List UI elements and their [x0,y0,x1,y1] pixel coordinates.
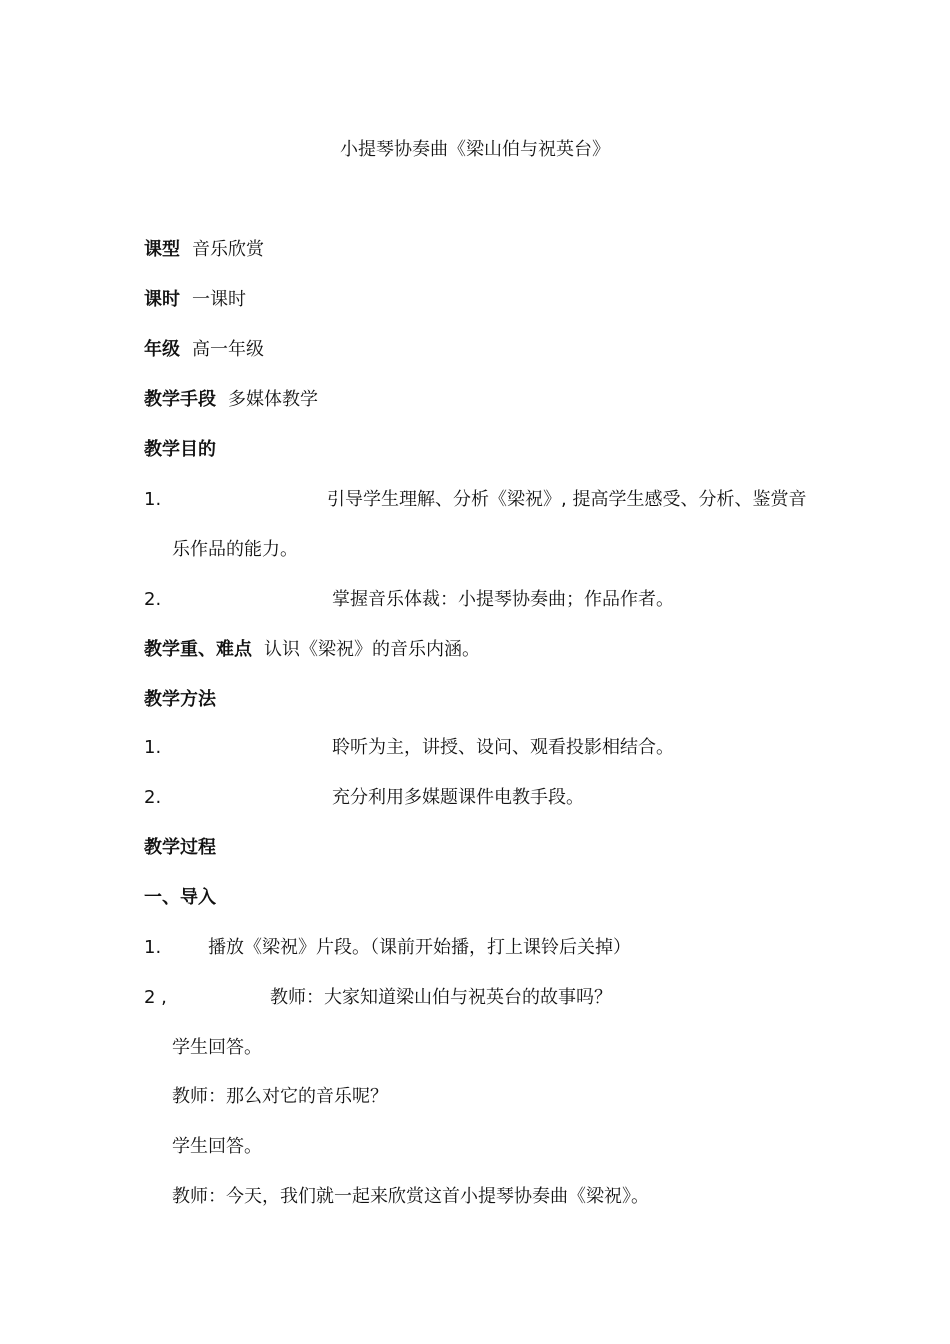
field-label: 课型 [144,239,180,260]
list-item-text: 聆听为主，讲授、设问、观看投影相结合。 [332,737,674,758]
list-number: 2. [144,787,162,808]
field-lesson-type [144,238,264,262]
field-teaching-means [144,388,318,412]
field-value: 认识《梁祝》的音乐内涵。 [264,639,480,660]
field-key-points [144,638,480,662]
document-title: 小提琴协奏曲《梁山伯与祝英台》 [340,139,610,160]
list-item-text: 充分利用多媒题课件电教手段。 [332,787,584,808]
field-value: 音乐欣赏 [192,239,264,260]
section-heading-process: 教学过程 [144,837,216,858]
list-number: 2 , [144,987,167,1008]
list-item-text: 教师：大家知道梁山伯与祝英台的故事吗？ [270,987,612,1008]
dialogue-line: 学生回答。 [172,1037,262,1058]
section-heading-methods: 教学方法 [144,689,216,710]
list-number: 2. [144,589,162,610]
list-item-text: 掌握音乐体裁：小提琴协奏曲；作品作者。 [332,589,674,610]
list-item-text-continued: 乐作品的能力。 [172,539,298,560]
list-item-text: 播放《梁祝》片段。（课前开始播，打上课铃后关掉） [208,937,631,958]
dialogue-line: 学生回答。 [172,1136,262,1157]
field-value: 高一年级 [192,339,264,360]
dialogue-line: 教师：今天，我们就一起来欣赏这首小提琴协奏曲《梁祝》。 [172,1186,649,1207]
list-item-text: 引导学生理解、分析《梁祝》, 提高学生感受、分析、鉴赏音 [327,489,807,510]
field-label: 年级 [144,339,180,360]
subsection-heading-intro: 一、导入 [144,887,216,908]
list-number: 1. [144,737,162,758]
field-value: 多媒体教学 [228,389,318,410]
section-heading-goals: 教学目的 [144,439,216,460]
field-value: 一课时 [192,289,246,310]
field-grade [144,338,264,362]
field-label: 教学重、难点 [144,639,252,660]
field-lesson-time [144,288,246,312]
list-number: 1. [144,489,162,510]
list-number: 1. [144,937,162,958]
field-label: 课时 [144,289,180,310]
field-label: 教学手段 [144,389,216,410]
dialogue-line: 教师：那么对它的音乐呢？ [172,1086,388,1107]
